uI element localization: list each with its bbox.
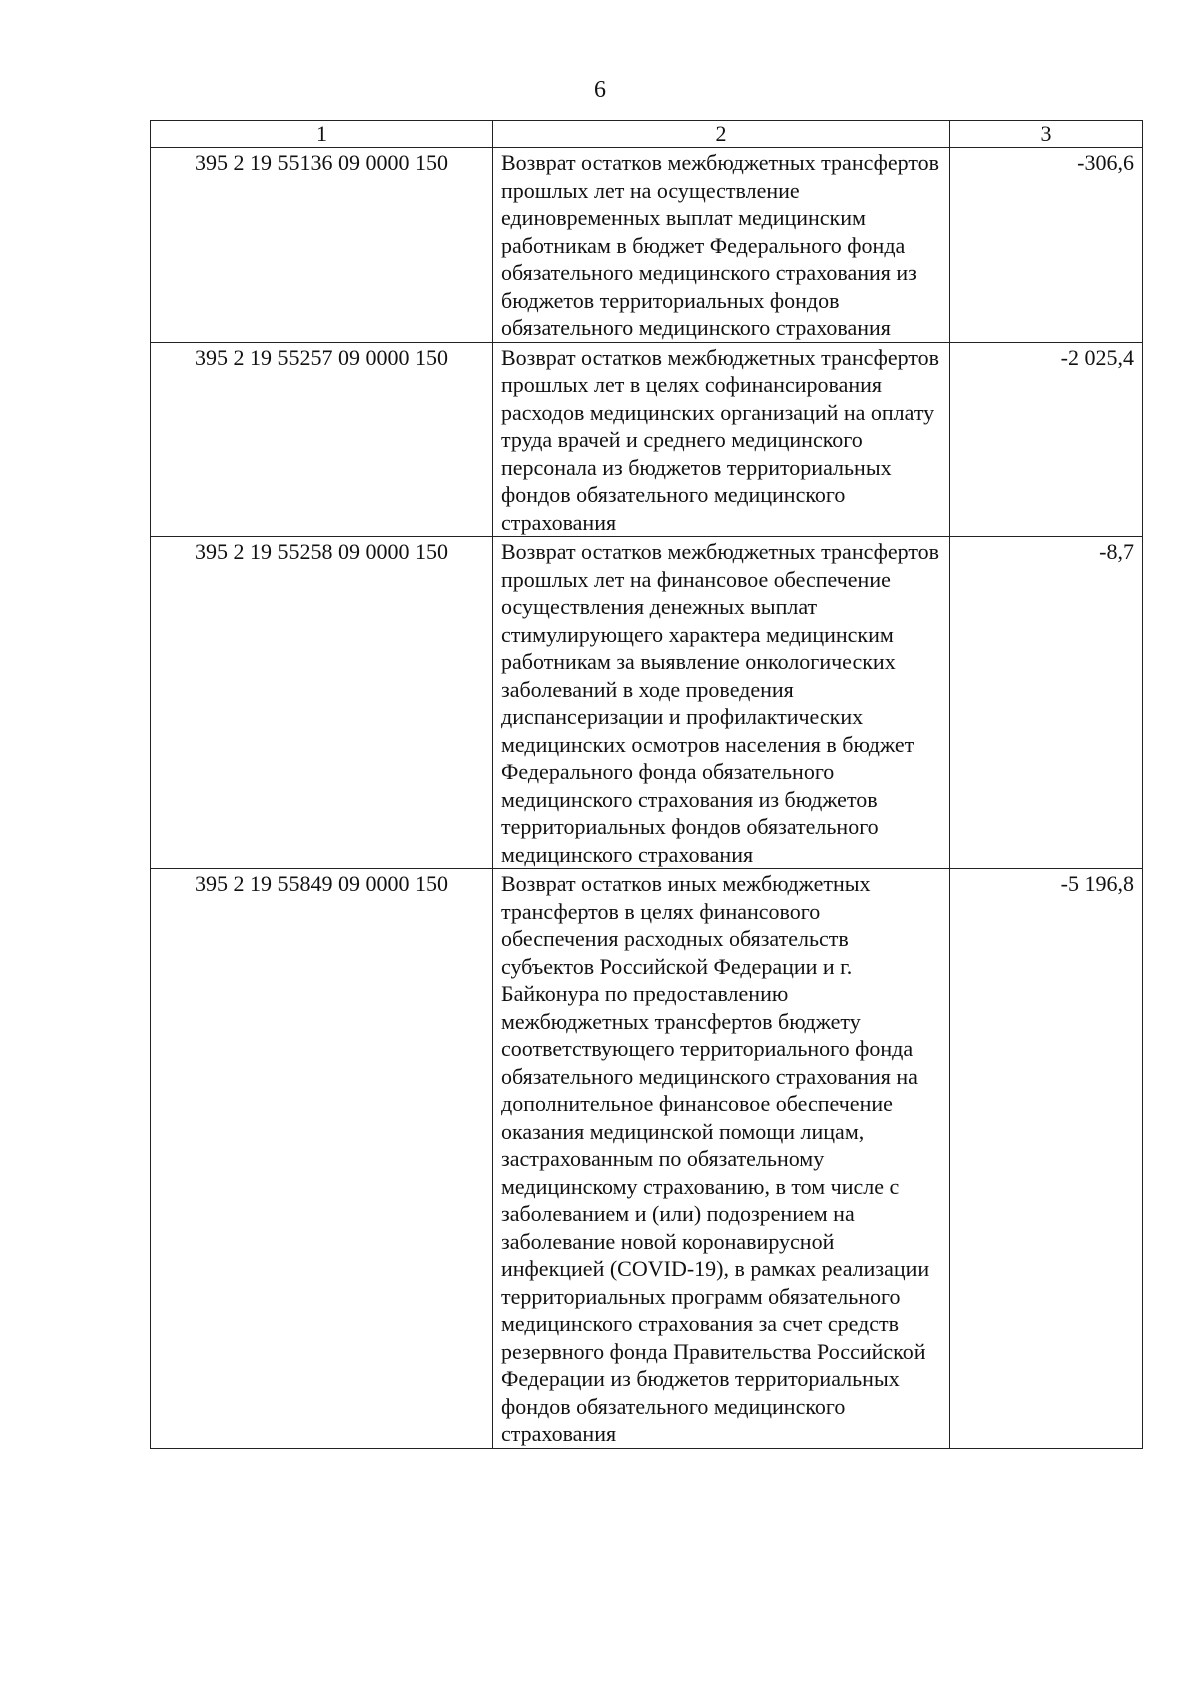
column-header-description: 2	[493, 121, 950, 148]
amount-cell: -306,6	[950, 148, 1143, 343]
column-header-amount: 3	[950, 121, 1143, 148]
table-row	[151, 537, 1143, 869]
column-header-code: 1	[151, 121, 493, 148]
amount-cell: -5 196,8	[950, 869, 1143, 1449]
budget-code-cell: 395 2 19 55257 09 0000 150	[151, 342, 493, 537]
budget-code-cell: 395 2 19 55258 09 0000 150	[151, 537, 493, 869]
description-cell: Возврат остатков межбюджетных трансфертов прошлых лет на осуществление единовременных выплат медицинским работникам в бюджет Федерального фонда обязательного медицинского страхования из бюджетов территориальных фондов обязательного медицинского страхования	[493, 148, 950, 343]
amount-cell: -8,7	[950, 537, 1143, 869]
table-header-row	[151, 121, 1143, 148]
table-row	[151, 342, 1143, 537]
description-cell: Возврат остатков межбюджетных трансфертов прошлых лет на финансовое обеспечение осуществления денежных выплат стимулирующего характера медицинским работникам за выявление онкологических заболеваний в ходе проведения диспансеризации и профилактических медицинских осмотров населения в бюджет Федерального фонда обязательного медицинского страхования из бюджетов территориальных фондов обязательного медицинского страхования	[493, 537, 950, 869]
amount-cell: -2 025,4	[950, 342, 1143, 537]
table-row	[151, 869, 1143, 1449]
description-cell: Возврат остатков иных межбюджетных трансфертов в целях финансового обеспечения расходных обязательств субъектов Российской Федерации и г. Байконура по предоставлению межбюджетных трансфертов бюджету соответствующего территориального фонда обязательного медицинского страхования на дополнительное финансовое обеспечение оказания медицинской помощи лицам, застрахованным по обязательному медицинскому страхованию, в том числе с заболеванием и (или) подозрением на заболевание новой коронавирусной инфекцией (COVID-19), в рамках реализации территориальных программ обязательного медицинского страхования за счет средств резервного фонда Правительства Российской Федерации из бюджетов территориальных фондов обязательного медицинского страхования	[493, 869, 950, 1449]
budget-code-cell: 395 2 19 55136 09 0000 150	[151, 148, 493, 343]
description-cell: Возврат остатков межбюджетных трансфертов прошлых лет в целях софинансирования расходов медицинских организаций на оплату труда врачей и среднего медицинского персонала из бюджетов территориальных фондов обязательного медицинского страхования	[493, 342, 950, 537]
budget-code-cell: 395 2 19 55849 09 0000 150	[151, 869, 493, 1449]
table-row	[151, 148, 1143, 343]
page-number: 6	[594, 77, 606, 103]
budget-table	[150, 120, 1143, 1449]
